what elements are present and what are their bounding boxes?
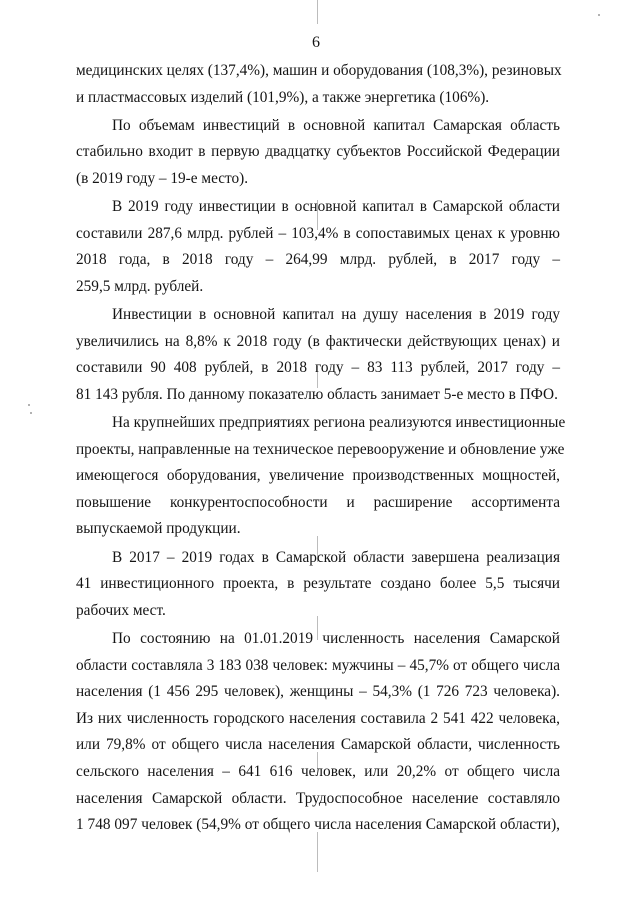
text-line: населения (1 456 295 человек), женщины – 54,3% (1 726 723 человека).	[76, 683, 560, 701]
paragraph	[76, 58, 560, 111]
text-line: проекты, направленные на техническое перевооружение и обновление уже	[76, 440, 565, 458]
paragraph	[76, 626, 560, 839]
scan-speck	[598, 14, 600, 16]
text-line: 41 инвестиционного проекта, в результате создано более 5,5 тысячи	[76, 575, 560, 593]
page-number: 6	[312, 34, 320, 51]
text-line: населения Самарской области. Трудоспособное население составляло	[76, 789, 560, 807]
scan-speck	[30, 412, 32, 414]
paragraph	[76, 545, 560, 625]
text-line: или 79,8% от общего числа населения Самарской области, численность	[76, 736, 560, 754]
paragraph	[76, 113, 560, 193]
text-line: По объемам инвестиций в основной капитал Самарская область	[112, 116, 560, 134]
text-line: медицинских целях (137,4%), машин и оборудования (108,3%), резиновых	[76, 62, 562, 79]
text-line: повышение конкурентоспособности и расширение ассортимента	[76, 493, 560, 511]
text-line: выпускаемой продукции.	[76, 520, 241, 538]
text-line: На крупнейших предприятиях региона реализуются инвестиционные	[112, 414, 566, 432]
text-line: составили 90 408 рублей, в 2018 году – 83 113 рублей, 2017 году –	[76, 359, 560, 377]
scan-speck	[28, 404, 30, 406]
text-line: (в 2019 году – 19-е место).	[76, 169, 249, 187]
text-line: Из них численность городского населения составила 2 541 422 человека,	[76, 709, 560, 727]
text-line: увеличились на 8,8% к 2018 году (в фактически действующих ценах) и	[76, 332, 560, 350]
text-line: составили 287,6 млрд. рублей – 103,4% в сопоставимых ценах к уровню	[76, 224, 560, 242]
text-line: 81 143 рубля. По данному показателю область занимает 5-е место в ПФО.	[76, 385, 558, 403]
text-line: области составляла 3 183 038 человек: мужчины – 45,7% от общего числа	[76, 656, 560, 674]
text-line: Инвестиции в основной капитал на душу населения в 2019 году	[112, 306, 560, 324]
page-fold-line	[317, 0, 318, 24]
text-line: В 2019 году инвестиции в основной капитал в Самарской области	[112, 198, 560, 216]
paragraph	[76, 410, 566, 543]
text-line: 1 748 097 человек (54,9% от общего числа населения Самарской области),	[76, 816, 560, 834]
paragraph	[76, 302, 560, 408]
text-line: сельского населения – 641 616 человек, или 20,2% от общего числа	[76, 763, 560, 780]
text-line: По состоянию на 01.01.2019 численность населения Самарской	[112, 630, 560, 648]
body-text	[76, 58, 566, 839]
paragraph	[76, 194, 560, 300]
text-line: В 2017 – 2019 годах в Самарской области завершена реализация	[112, 548, 560, 566]
text-line: имеющегося оборудования, увеличение производственных мощностей,	[76, 467, 560, 485]
text-line: и пластмассовых изделий (101,9%), а также энергетика (106%).	[76, 88, 490, 106]
text-line: стабильно входит в первую двадцатку субъектов Российской Федерации	[76, 143, 560, 161]
text-line: 259,5 млрд. рублей.	[76, 277, 204, 295]
text-line: рабочих мест.	[76, 601, 166, 619]
text-line: 2018 года, в 2018 году – 264,99 млрд. рублей, в 2017 году –	[76, 251, 560, 269]
